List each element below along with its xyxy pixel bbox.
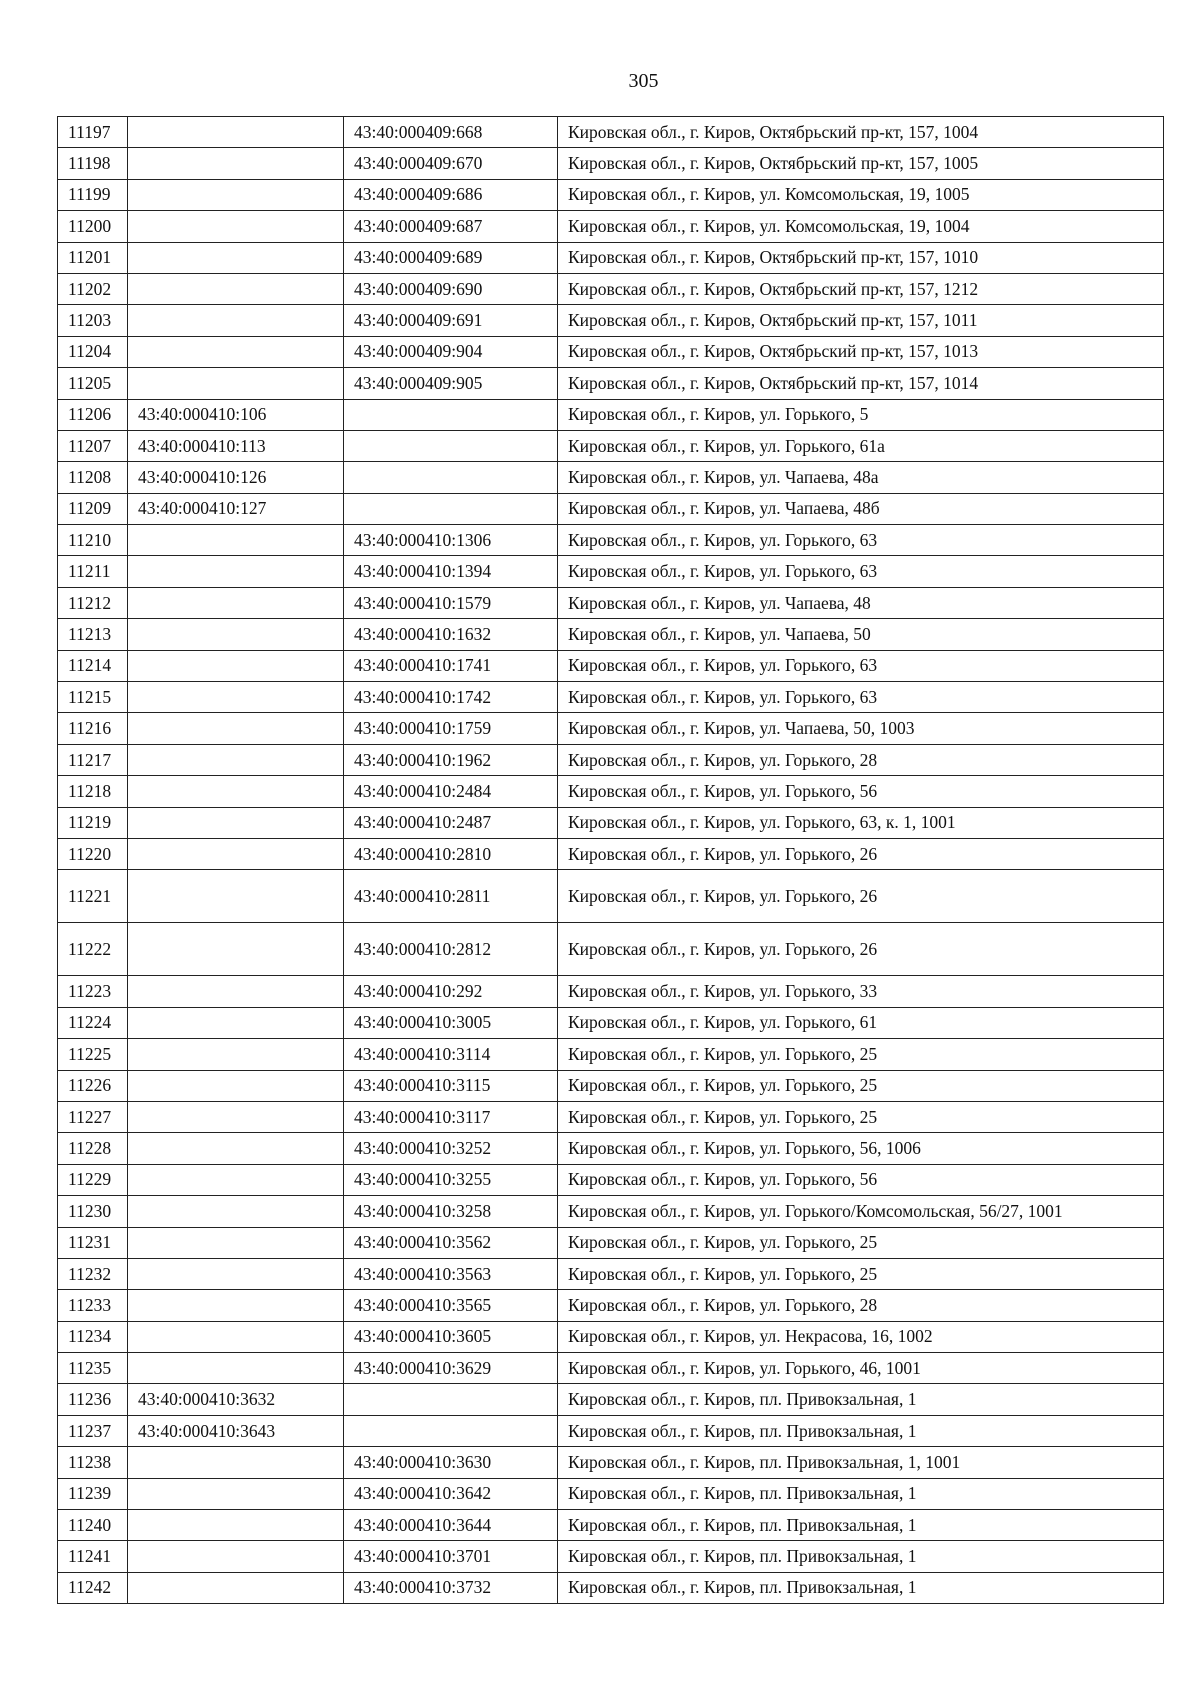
table-row (58, 1164, 1164, 1195)
table-row (58, 1290, 1164, 1321)
table-row (58, 1258, 1164, 1289)
table-row (58, 923, 1164, 976)
table-row (58, 976, 1164, 1007)
building-cadastral-number-cell: 43:40:000410:1741 (344, 650, 558, 681)
address-cell: Кировская обл., г. Киров, ул. Чапаева, 48 (558, 587, 1164, 618)
row-number-cell: 11209 (58, 493, 128, 524)
address-cell: Кировская обл., г. Киров, Октябрьский пр-кт, 157, 1013 (558, 336, 1164, 367)
building-cadastral-number-cell (344, 1415, 558, 1446)
building-cadastral-number-cell: 43:40:000410:3115 (344, 1070, 558, 1101)
row-number-cell: 11218 (58, 776, 128, 807)
address-cell: Кировская обл., г. Киров, ул. Горького, 63, к. 1, 1001 (558, 807, 1164, 838)
row-number-cell: 11241 (58, 1541, 128, 1572)
row-number-cell: 11207 (58, 430, 128, 461)
table-row (58, 1447, 1164, 1478)
building-cadastral-number-cell: 43:40:000410:3258 (344, 1196, 558, 1227)
land-cadastral-number-cell (128, 1447, 344, 1478)
building-cadastral-number-cell: 43:40:000410:1394 (344, 556, 558, 587)
building-cadastral-number-cell: 43:40:000409:904 (344, 336, 558, 367)
address-cell: Кировская обл., г. Киров, Октябрьский пр-кт, 157, 1212 (558, 273, 1164, 304)
table-row (58, 838, 1164, 869)
row-number-cell: 11240 (58, 1510, 128, 1541)
land-cadastral-number-cell (128, 923, 344, 976)
table-row (58, 1321, 1164, 1352)
land-cadastral-number-cell (128, 179, 344, 210)
row-number-cell: 11213 (58, 619, 128, 650)
row-number-cell: 11232 (58, 1258, 128, 1289)
table-row (58, 1101, 1164, 1132)
table-row (58, 713, 1164, 744)
row-number-cell: 11199 (58, 179, 128, 210)
table-row (58, 430, 1164, 461)
address-cell: Кировская обл., г. Киров, Октябрьский пр-кт, 157, 1011 (558, 305, 1164, 336)
table-row (58, 1196, 1164, 1227)
building-cadastral-number-cell: 43:40:000410:3562 (344, 1227, 558, 1258)
table-row (58, 525, 1164, 556)
row-number-cell: 11242 (58, 1572, 128, 1603)
land-cadastral-number-cell (128, 1101, 344, 1132)
row-number-cell: 11230 (58, 1196, 128, 1227)
table-row (58, 273, 1164, 304)
address-cell: Кировская обл., г. Киров, пл. Привокзальная, 1 (558, 1541, 1164, 1572)
address-cell: Кировская обл., г. Киров, ул. Горького, 26 (558, 923, 1164, 976)
land-cadastral-number-cell (128, 682, 344, 713)
land-cadastral-number-cell (128, 242, 344, 273)
building-cadastral-number-cell: 43:40:000410:3630 (344, 1447, 558, 1478)
building-cadastral-number-cell: 43:40:000410:3629 (344, 1353, 558, 1384)
land-cadastral-number-cell: 43:40:000410:126 (128, 462, 344, 493)
row-number-cell: 11225 (58, 1039, 128, 1070)
address-cell: Кировская обл., г. Киров, Октябрьский пр-кт, 157, 1010 (558, 242, 1164, 273)
land-cadastral-number-cell (128, 838, 344, 869)
land-cadastral-number-cell (128, 368, 344, 399)
row-number-cell: 11217 (58, 744, 128, 775)
land-cadastral-number-cell (128, 807, 344, 838)
address-cell: Кировская обл., г. Киров, пл. Привокзальная, 1, 1001 (558, 1447, 1164, 1478)
table-row (58, 148, 1164, 179)
row-number-cell: 11201 (58, 242, 128, 273)
address-cell: Кировская обл., г. Киров, ул. Горького, 25 (558, 1227, 1164, 1258)
land-cadastral-number-cell (128, 211, 344, 242)
row-number-cell: 11200 (58, 211, 128, 242)
land-cadastral-number-cell (128, 1290, 344, 1321)
row-number-cell: 11219 (58, 807, 128, 838)
row-number-cell: 11202 (58, 273, 128, 304)
table-row (58, 462, 1164, 493)
table-row (58, 242, 1164, 273)
building-cadastral-number-cell: 43:40:000410:3255 (344, 1164, 558, 1195)
registry-table-body (58, 117, 1164, 1604)
row-number-cell: 11215 (58, 682, 128, 713)
table-row (58, 399, 1164, 430)
row-number-cell: 11228 (58, 1133, 128, 1164)
row-number-cell: 11236 (58, 1384, 128, 1415)
building-cadastral-number-cell: 43:40:000410:1742 (344, 682, 558, 713)
building-cadastral-number-cell: 43:40:000410:1579 (344, 587, 558, 618)
building-cadastral-number-cell (344, 493, 558, 524)
land-cadastral-number-cell (128, 1541, 344, 1572)
land-cadastral-number-cell: 43:40:000410:106 (128, 399, 344, 430)
address-cell: Кировская обл., г. Киров, ул. Горького, 56 (558, 1164, 1164, 1195)
row-number-cell: 11235 (58, 1353, 128, 1384)
land-cadastral-number-cell: 43:40:000410:3632 (128, 1384, 344, 1415)
address-cell: Кировская обл., г. Киров, ул. Чапаева, 48б (558, 493, 1164, 524)
row-number-cell: 11206 (58, 399, 128, 430)
land-cadastral-number-cell (128, 336, 344, 367)
land-cadastral-number-cell (128, 525, 344, 556)
row-number-cell: 11227 (58, 1101, 128, 1132)
land-cadastral-number-cell (128, 1353, 344, 1384)
land-cadastral-number-cell: 43:40:000410:127 (128, 493, 344, 524)
address-cell: Кировская обл., г. Киров, ул. Горького, 25 (558, 1070, 1164, 1101)
address-cell: Кировская обл., г. Киров, пл. Привокзальная, 1 (558, 1384, 1164, 1415)
address-cell: Кировская обл., г. Киров, ул. Горького, 33 (558, 976, 1164, 1007)
building-cadastral-number-cell: 43:40:000410:1759 (344, 713, 558, 744)
building-cadastral-number-cell: 43:40:000410:3642 (344, 1478, 558, 1509)
page-number: 305 (628, 70, 659, 92)
address-cell: Кировская обл., г. Киров, ул. Горького, 26 (558, 838, 1164, 869)
building-cadastral-number-cell: 43:40:000410:3252 (344, 1133, 558, 1164)
row-number-cell: 11208 (58, 462, 128, 493)
land-cadastral-number-cell (128, 273, 344, 304)
land-cadastral-number-cell (128, 1133, 344, 1164)
land-cadastral-number-cell (128, 1478, 344, 1509)
building-cadastral-number-cell: 43:40:000409:687 (344, 211, 558, 242)
land-cadastral-number-cell (128, 1070, 344, 1101)
table-row (58, 1541, 1164, 1572)
address-cell: Кировская обл., г. Киров, ул. Горького, 56 (558, 776, 1164, 807)
address-cell: Кировская обл., г. Киров, ул. Горького, 28 (558, 1290, 1164, 1321)
land-cadastral-number-cell (128, 587, 344, 618)
address-cell: Кировская обл., г. Киров, ул. Горького, 28 (558, 744, 1164, 775)
land-cadastral-number-cell (128, 117, 344, 148)
table-row (58, 870, 1164, 923)
address-cell: Кировская обл., г. Киров, ул. Горького, 25 (558, 1039, 1164, 1070)
row-number-cell: 11238 (58, 1447, 128, 1478)
building-cadastral-number-cell: 43:40:000410:3114 (344, 1039, 558, 1070)
address-cell: Кировская обл., г. Киров, ул. Горького, 63 (558, 682, 1164, 713)
row-number-cell: 11234 (58, 1321, 128, 1352)
table-row (58, 744, 1164, 775)
row-number-cell: 11198 (58, 148, 128, 179)
table-row (58, 650, 1164, 681)
land-cadastral-number-cell (128, 1572, 344, 1603)
table-row (58, 619, 1164, 650)
address-cell: Кировская обл., г. Киров, ул. Некрасова, 16, 1002 (558, 1321, 1164, 1352)
row-number-cell: 11210 (58, 525, 128, 556)
row-number-cell: 11229 (58, 1164, 128, 1195)
row-number-cell: 11224 (58, 1007, 128, 1038)
land-cadastral-number-cell: 43:40:000410:113 (128, 430, 344, 461)
building-cadastral-number-cell: 43:40:000410:3605 (344, 1321, 558, 1352)
land-cadastral-number-cell (128, 976, 344, 1007)
table-row (58, 1415, 1164, 1446)
table-row (58, 1039, 1164, 1070)
address-cell: Кировская обл., г. Киров, ул. Горького, 61а (558, 430, 1164, 461)
building-cadastral-number-cell: 43:40:000409:691 (344, 305, 558, 336)
building-cadastral-number-cell: 43:40:000410:2811 (344, 870, 558, 923)
address-cell: Кировская обл., г. Киров, ул. Горького, 63 (558, 525, 1164, 556)
row-number-cell: 11216 (58, 713, 128, 744)
address-cell: Кировская обл., г. Киров, ул. Горького, 25 (558, 1101, 1164, 1132)
building-cadastral-number-cell: 43:40:000410:3701 (344, 1541, 558, 1572)
address-cell: Кировская обл., г. Киров, пл. Привокзальная, 1 (558, 1478, 1164, 1509)
building-cadastral-number-cell: 43:40:000410:1962 (344, 744, 558, 775)
row-number-cell: 11223 (58, 976, 128, 1007)
land-cadastral-number-cell: 43:40:000410:3643 (128, 1415, 344, 1446)
land-cadastral-number-cell (128, 650, 344, 681)
address-cell: Кировская обл., г. Киров, ул. Горького, 56, 1006 (558, 1133, 1164, 1164)
building-cadastral-number-cell: 43:40:000410:3565 (344, 1290, 558, 1321)
building-cadastral-number-cell: 43:40:000409:689 (344, 242, 558, 273)
row-number-cell: 11222 (58, 923, 128, 976)
building-cadastral-number-cell: 43:40:000410:2810 (344, 838, 558, 869)
land-cadastral-number-cell (128, 1321, 344, 1352)
table-row (58, 1007, 1164, 1038)
registry-table (57, 116, 1164, 1604)
table-row (58, 682, 1164, 713)
building-cadastral-number-cell: 43:40:000410:1306 (344, 525, 558, 556)
land-cadastral-number-cell (128, 1164, 344, 1195)
land-cadastral-number-cell (128, 1196, 344, 1227)
building-cadastral-number-cell: 43:40:000409:690 (344, 273, 558, 304)
table-row (58, 368, 1164, 399)
row-number-cell: 11220 (58, 838, 128, 869)
building-cadastral-number-cell: 43:40:000410:3117 (344, 1101, 558, 1132)
table-row (58, 1070, 1164, 1101)
land-cadastral-number-cell (128, 713, 344, 744)
land-cadastral-number-cell (128, 1510, 344, 1541)
building-cadastral-number-cell: 43:40:000409:670 (344, 148, 558, 179)
land-cadastral-number-cell (128, 1258, 344, 1289)
building-cadastral-number-cell (344, 399, 558, 430)
table-row (58, 807, 1164, 838)
row-number-cell: 11197 (58, 117, 128, 148)
building-cadastral-number-cell (344, 1384, 558, 1415)
address-cell: Кировская обл., г. Киров, ул. Горького, 25 (558, 1258, 1164, 1289)
address-cell: Кировская обл., г. Киров, ул. Горького, 26 (558, 870, 1164, 923)
land-cadastral-number-cell (128, 619, 344, 650)
address-cell: Кировская обл., г. Киров, Октябрьский пр-кт, 157, 1014 (558, 368, 1164, 399)
table-row (58, 1510, 1164, 1541)
building-cadastral-number-cell: 43:40:000409:668 (344, 117, 558, 148)
land-cadastral-number-cell (128, 744, 344, 775)
land-cadastral-number-cell (128, 305, 344, 336)
address-cell: Кировская обл., г. Киров, ул. Горького, 63 (558, 650, 1164, 681)
address-cell: Кировская обл., г. Киров, ул. Горького, 46, 1001 (558, 1353, 1164, 1384)
building-cadastral-number-cell: 43:40:000409:905 (344, 368, 558, 399)
address-cell: Кировская обл., г. Киров, Октябрьский пр-кт, 157, 1005 (558, 148, 1164, 179)
land-cadastral-number-cell (128, 776, 344, 807)
land-cadastral-number-cell (128, 1039, 344, 1070)
address-cell: Кировская обл., г. Киров, ул. Комсомольская, 19, 1005 (558, 179, 1164, 210)
building-cadastral-number-cell: 43:40:000410:3644 (344, 1510, 558, 1541)
address-cell: Кировская обл., г. Киров, ул. Горького, 61 (558, 1007, 1164, 1038)
address-cell: Кировская обл., г. Киров, ул. Горького, 5 (558, 399, 1164, 430)
building-cadastral-number-cell: 43:40:000410:3005 (344, 1007, 558, 1038)
table-row (58, 776, 1164, 807)
building-cadastral-number-cell: 43:40:000410:292 (344, 976, 558, 1007)
table-row (58, 587, 1164, 618)
land-cadastral-number-cell (128, 1007, 344, 1038)
row-number-cell: 11226 (58, 1070, 128, 1101)
row-number-cell: 11214 (58, 650, 128, 681)
address-cell: Кировская обл., г. Киров, ул. Горького, 63 (558, 556, 1164, 587)
address-cell: Кировская обл., г. Киров, ул. Горького/Комсомольская, 56/27, 1001 (558, 1196, 1164, 1227)
row-number-cell: 11239 (58, 1478, 128, 1509)
table-row (58, 117, 1164, 148)
table-row (58, 305, 1164, 336)
row-number-cell: 11204 (58, 336, 128, 367)
table-row (58, 1353, 1164, 1384)
table-row (58, 179, 1164, 210)
address-cell: Кировская обл., г. Киров, ул. Чапаева, 50 (558, 619, 1164, 650)
table-row (58, 1572, 1164, 1603)
building-cadastral-number-cell: 43:40:000409:686 (344, 179, 558, 210)
building-cadastral-number-cell: 43:40:000410:3732 (344, 1572, 558, 1603)
row-number-cell: 11212 (58, 587, 128, 618)
table-row (58, 1227, 1164, 1258)
table-row (58, 1478, 1164, 1509)
row-number-cell: 11233 (58, 1290, 128, 1321)
building-cadastral-number-cell: 43:40:000410:2484 (344, 776, 558, 807)
land-cadastral-number-cell (128, 1227, 344, 1258)
land-cadastral-number-cell (128, 870, 344, 923)
table-row (58, 1133, 1164, 1164)
address-cell: Кировская обл., г. Киров, ул. Чапаева, 50, 1003 (558, 713, 1164, 744)
table-row (58, 493, 1164, 524)
row-number-cell: 11237 (58, 1415, 128, 1446)
row-number-cell: 11221 (58, 870, 128, 923)
address-cell: Кировская обл., г. Киров, пл. Привокзальная, 1 (558, 1415, 1164, 1446)
table-row (58, 1384, 1164, 1415)
address-cell: Кировская обл., г. Киров, ул. Комсомольская, 19, 1004 (558, 211, 1164, 242)
address-cell: Кировская обл., г. Киров, ул. Чапаева, 48а (558, 462, 1164, 493)
building-cadastral-number-cell (344, 430, 558, 461)
row-number-cell: 11231 (58, 1227, 128, 1258)
row-number-cell: 11205 (58, 368, 128, 399)
building-cadastral-number-cell: 43:40:000410:2487 (344, 807, 558, 838)
row-number-cell: 11203 (58, 305, 128, 336)
building-cadastral-number-cell (344, 462, 558, 493)
address-cell: Кировская обл., г. Киров, Октябрьский пр-кт, 157, 1004 (558, 117, 1164, 148)
address-cell: Кировская обл., г. Киров, пл. Привокзальная, 1 (558, 1572, 1164, 1603)
building-cadastral-number-cell: 43:40:000410:3563 (344, 1258, 558, 1289)
table-row (58, 211, 1164, 242)
land-cadastral-number-cell (128, 556, 344, 587)
table-row (58, 556, 1164, 587)
table-row (58, 336, 1164, 367)
building-cadastral-number-cell: 43:40:000410:1632 (344, 619, 558, 650)
land-cadastral-number-cell (128, 148, 344, 179)
address-cell: Кировская обл., г. Киров, пл. Привокзальная, 1 (558, 1510, 1164, 1541)
building-cadastral-number-cell: 43:40:000410:2812 (344, 923, 558, 976)
row-number-cell: 11211 (58, 556, 128, 587)
